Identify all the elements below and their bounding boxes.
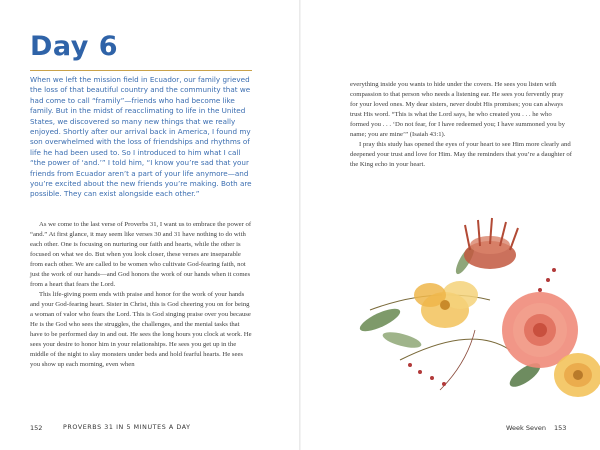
- right-page: [300, 0, 600, 450]
- berry: [408, 363, 412, 367]
- running-head-right: Week Seven: [506, 424, 546, 432]
- berry: [552, 268, 556, 272]
- berry: [546, 278, 550, 282]
- yellow-flower: [414, 281, 478, 328]
- left-body-text: [30, 220, 252, 370]
- protea-flower: [464, 218, 518, 269]
- yellow-flower-bottom: [554, 353, 600, 397]
- leaf: [381, 329, 423, 351]
- berry: [418, 370, 422, 374]
- body-paragraph: I pray this study has opened the eyes of your heart to see Him more clearly and deepened your trust and love for Him. May the reminders that you’re a daughter of the King echo in your heart.: [350, 141, 572, 168]
- berry: [430, 376, 434, 380]
- body-paragraph: everything inside you wants to hide under the covers. He sees you listen with compassion to that person who needs a listening ear. He sees you fervently pray for your loved ones. My dear sisters, never doubt His promises; you can always trust His word. “This is what the Lord says, he who created you . . . he who formed you . . . ‘Do not fear, for I have redeemed you; I have summoned you by name; you are mine’” (Isaiah 43:1).: [350, 81, 565, 138]
- running-head-left: PROVERBS 31 IN 5 MINUTES A DAY: [63, 424, 191, 431]
- page-number-right: 153: [554, 424, 567, 432]
- floral-illustration: [340, 200, 600, 410]
- page-number-left: 152: [30, 424, 43, 432]
- body-paragraph: This life-giving poem ends with praise and honor for the work of your hands and your God-fearing heart. Sister in Christ, this is God cheering you on for being a woman of valor who fears the Lord. This is God singing praise over you because He is the God who sees the struggles, the challenges, and the menial tasks that have to be performed day in and out. He sees the long hours you clock at work. He sees your desire to honor him in your relationships. He sees you get up in the middle of the night to slay monsters under beds and hold fearful hearts. He sees you show up each morning, even when: [30, 291, 252, 368]
- intro-paragraph: When we left the mission field in Ecuador, our family grieved the loss of that beautiful country and the community that we had come to call “framily”—friends who had become like family. But in the midst of reacclimating to life in the United States, we discovered so many new things that we really enjoyed. Shortly after our arrival back in America, I found my son overwhelmed with the loss of friendships and rhythms of life he had been used to. So I introduced to him what I call “the power of ‘and.’” I told him, “I know you’re sad that your friends from Ecuador aren’t a part of your life anymore—and you’re excited about the new friends you’re making. Both are possible. They can exist alongside each other.”: [30, 75, 252, 199]
- day-title: Day 6: [30, 31, 119, 62]
- leaf: [357, 304, 403, 335]
- right-body-text: [350, 80, 572, 170]
- berry: [442, 382, 446, 386]
- title-rule: [30, 70, 252, 71]
- body-paragraph: As we come to the last verse of Proverbs 31, I want us to embrace the power of “and.” At first glance, it may seem like verses 30 and 31 have nothing to do with each other. One is focusing on nurturing our faith and hearts, while the other is focused on what we do. But when you look closer, these verses are inseparable from each other. We are called to be women who cultivate God-fearing faith, not just the work of our hands—and God honors the work of our hands when it comes from a heart that fears the Lord.: [30, 221, 252, 288]
- berry: [538, 288, 542, 292]
